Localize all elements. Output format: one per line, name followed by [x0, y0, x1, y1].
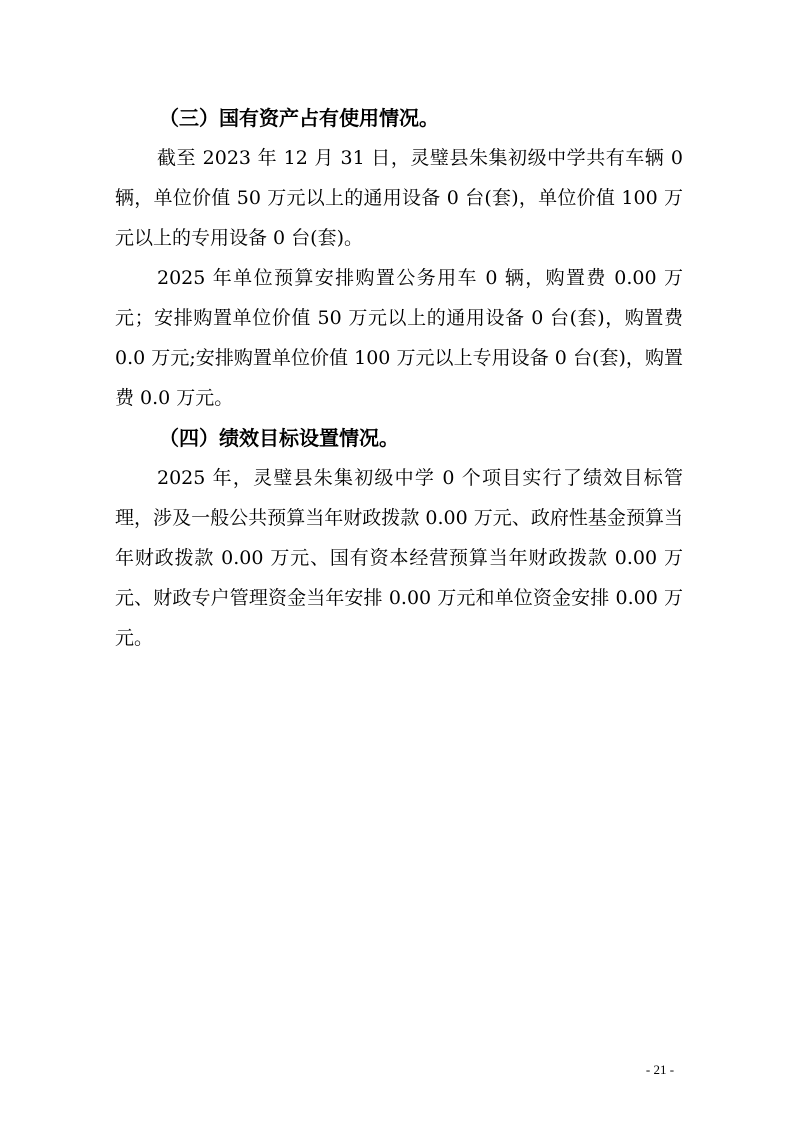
page-number: - 21 -: [645, 1062, 675, 1077]
paragraph-assets-status: 截至 2023 年 12 月 31 日，灵璧县朱集初级中学共有车辆 0 辆，单位价值 50 万元以上的通用设备 0 台(套)，单位价值 100 万元以上的专用设备 0 台(套)。: [115, 147, 683, 249]
section-heading-state-assets: （三）国有资产占有使用情况。: [159, 106, 439, 130]
paragraph-purchase-plan: 2025 年单位预算安排购置公务用车 0 辆，购置费 0.00 万元；安排购置单位价值 50 万元以上的通用设备 0 台(套)，购置费 0.0 万元;安排购置单位价值 100 万元以上专用设备 0 台(套)，购置费 0.0 万元。: [115, 267, 683, 409]
paragraph-performance-goals: 2025 年，灵璧县朱集初级中学 0 个项目实行了绩效目标管理，涉及一般公共预算当年财政拨款 0.00 万元、政府性基金预算当年财政拨款 0.00 万元、国有资本经营预算当年财政拨款 0.00 万元、财政专户管理资金当年安排 0.00 万元和单位资金安排 0.00 万元。: [115, 467, 683, 649]
section-heading-performance-goals: （四）绩效目标设置情况。: [159, 426, 399, 450]
document-body: [115, 98, 683, 658]
